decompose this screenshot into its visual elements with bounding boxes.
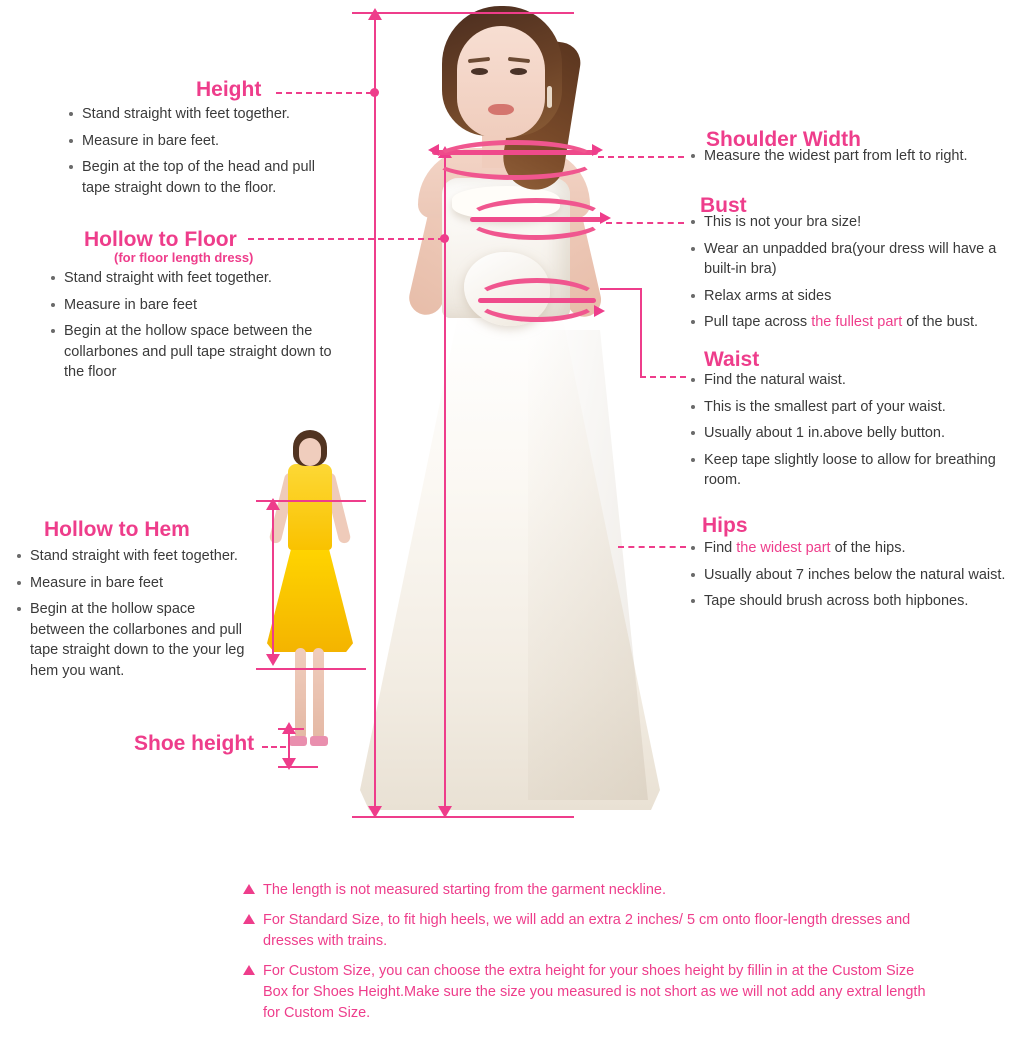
list-item: Relax arms at sides [688,286,1010,307]
shoe-height-leader-line [262,746,286,748]
dress-skirt-shadow [528,330,648,800]
hollow-to-hem-title: Hollow to Hem [44,518,190,541]
footer-notes [243,880,943,1033]
hips-list [688,538,1008,618]
bust-list [688,212,1010,339]
floor-line [352,816,574,818]
list-item: This is the smallest part of your waist. [688,397,1000,418]
mini-model-face [299,438,321,466]
mini-model-right-leg [313,648,324,740]
bride-illustration [360,0,660,830]
height-arrow-up-icon [368,8,382,20]
list-item: Stand straight with feet together. [66,104,342,125]
hollow-to-hem-measure-line [272,506,274,662]
list-item: Usually about 1 in.above belly button. [688,423,1000,444]
shoe-height-top-line [278,728,304,730]
shoe-height-bottom-line [278,766,318,768]
hollow-to-hem-list [14,546,246,687]
waist-leader-horizontal-top [600,288,642,290]
shoulder-measure-band-curve [432,140,598,180]
height-list [66,104,342,204]
hollow-to-hem-arrow-up-icon [266,498,280,510]
height-top-line [352,12,574,14]
mini-model-left-shoe [289,736,307,746]
mini-model-torso [288,464,332,550]
list-item: This is not your bra size! [688,212,1010,233]
height-arrow-down-icon [368,806,382,818]
hips-title: Hips [702,514,748,537]
waist-title: Waist [704,348,760,371]
shoulder-leader-line [598,156,684,158]
hollow-to-hem-bottom-line [256,668,366,670]
list-item: Usually about 7 inches below the natural waist. [688,565,1008,586]
mini-model-left-leg [295,648,306,740]
bust-fullest-highlight: the fullest part [811,314,903,331]
hips-widest-highlight: the widest part [736,540,831,556]
list-item: Find the natural waist. [688,370,1000,391]
footer-note-text: For Standard Size, to fit high heels, we will add an extra 2 inches/ 5 cm onto floor-length dresses and dresses with trains. [263,912,911,950]
list-item: Stand straight with feet together. [14,546,246,567]
bust-leader-line [606,222,684,224]
model-eye-left [471,68,488,75]
hollow-to-floor-subtitle: (for floor length dress) [114,250,254,265]
shoulder-arrow-right-icon [592,144,603,156]
warning-triangle-icon [243,965,255,975]
model-lips [488,104,514,115]
list-item: Tape should brush across both hipbones. [688,591,1008,612]
bust-measure-band-line [470,217,602,222]
mini-model-right-shoe [310,736,328,746]
list-item-bust-fullest [688,312,1010,333]
footer-note-text: The length is not measured starting from the garment neckline. [263,882,666,898]
list-item: Measure in bare feet. [66,131,342,152]
shoe-height-arrow-down-icon [282,758,296,770]
hollow-to-floor-leader-line [248,238,444,240]
height-title: Height [196,78,262,101]
list-item: Measure in bare feet [14,573,246,594]
shoulder-width-list [688,146,1008,173]
waist-leader-vertical [640,288,642,376]
bust-fullest-suffix: of the bust. [902,314,979,331]
list-item-hips-widest [688,538,1008,559]
list-item: Begin at the hollow space between the collarbones and pull tape straight down to the floor [48,321,332,383]
footer-note-text: For Custom Size, you can choose the extra height for your shoes height by fillin in at the Custom Size Box for Shoes Height.Make sure the size you measured is not short as we will not add any extral length for Custom Size. [263,963,926,1022]
bust-title: Bust [700,194,747,217]
model-face [457,26,545,138]
list-item: Stand straight with feet together. [48,268,332,289]
bust-fullest-prefix: Pull tape across [704,314,812,331]
waist-arrow-right-icon [594,305,605,317]
hips-widest-suffix: of the hips. [830,540,906,556]
warning-triangle-icon [243,914,255,924]
mini-model-skirt [267,542,353,652]
waist-list [688,370,1000,497]
height-measure-line [374,16,376,814]
list-item: Begin at the hollow space between the collarbones and pull tape straight down to the your leg hem you want. [14,599,246,681]
list-item: Measure in bare feet [48,295,332,316]
shoulder-width-title: Shoulder Width [706,128,861,151]
hollow-to-floor-list [48,268,332,389]
model-eye-right [510,68,527,75]
earring-icon [547,86,552,108]
hips-leader-line [618,546,686,548]
list-item: Begin at the top of the head and pull tape straight down to the floor. [66,157,342,198]
height-leader-line [276,92,372,94]
shoulder-arrow-left-icon [428,144,439,156]
warning-triangle-icon [243,884,255,894]
list-item: Keep tape slightly loose to allow for breathing room. [688,450,1000,491]
hollow-to-floor-arrow-down-icon [438,806,452,818]
hips-widest-prefix: Find [704,540,737,556]
waist-leader-line [640,376,686,378]
hollow-to-floor-measure-line [444,152,446,814]
hollow-to-floor-title: Hollow to Floor [84,228,237,251]
waist-measure-band-line [478,298,596,303]
list-item: Wear an unpadded bra(your dress will have a built-in bra) [688,239,1010,280]
hollow-to-hem-arrow-down-icon [266,654,280,666]
footer-note [243,910,943,952]
shoe-height-title: Shoe height [134,732,255,755]
footer-note [243,880,943,901]
footer-note [243,961,943,1024]
list-item: Measure the widest part from left to right. [688,146,1008,167]
